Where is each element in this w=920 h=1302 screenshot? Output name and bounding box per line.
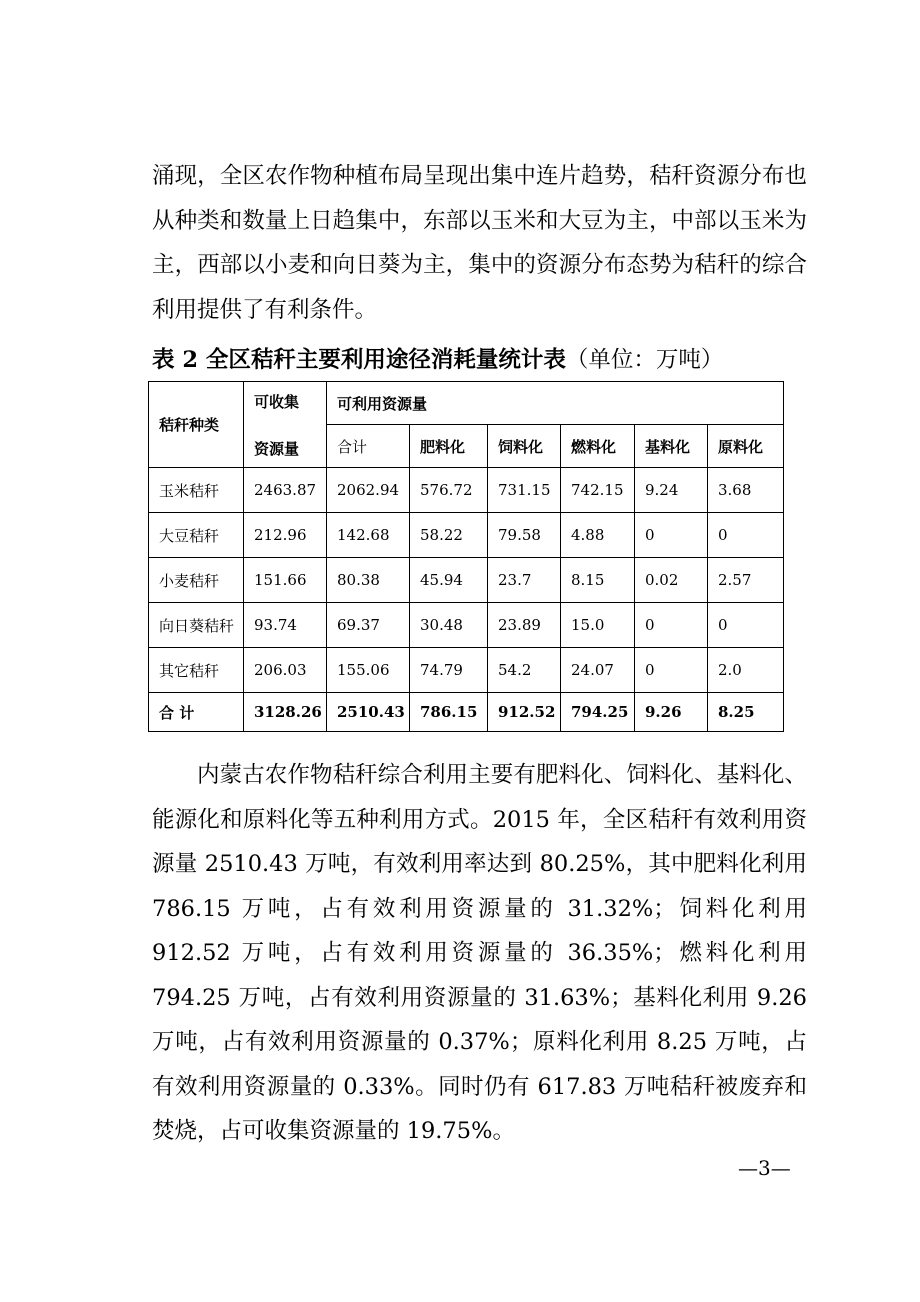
table-cell: 74.79 xyxy=(410,648,488,693)
table-cell: 794.25 xyxy=(561,693,635,732)
table-cell: 0 xyxy=(708,513,784,558)
table-cell: 其它秸秆 xyxy=(149,648,244,693)
table-cell: 23.7 xyxy=(488,558,561,603)
table-cell: 8.15 xyxy=(561,558,635,603)
table-cell: 54.2 xyxy=(488,648,561,693)
page-number: —3— xyxy=(738,1156,791,1180)
table-cell: 142.68 xyxy=(327,513,410,558)
header-collectable-line2: 资源量 xyxy=(254,439,300,458)
table-cell: 3.68 xyxy=(708,468,784,513)
table-total-row xyxy=(149,693,784,732)
table-caption-unit: （单位：万吨） xyxy=(565,347,724,373)
table-caption xyxy=(152,340,832,380)
table-cell: 0 xyxy=(635,513,708,558)
header-sub-substrate: 基料化 xyxy=(635,425,708,468)
table-cell: 2.0 xyxy=(708,648,784,693)
table-cell: 向日葵秸秆 xyxy=(149,603,244,648)
table-cell: 23.89 xyxy=(488,603,561,648)
table-cell: 9.26 xyxy=(635,693,708,732)
table-cell: 45.94 xyxy=(410,558,488,603)
table-cell: 206.03 xyxy=(244,648,327,693)
table-cell: 2463.87 xyxy=(244,468,327,513)
header-sub-feed: 饲料化 xyxy=(488,425,561,468)
paragraph-intro: 涌现，全区农作物种植布局呈现出集中连片趋势，秸秆资源分布也从种类和数量上日趋集中，东部以玉米和大豆为主，中部以玉米为主，西部以小麦和向日葵为主，集中的资源分布态势为秸秆的综合利用提供了有利条件。 xyxy=(152,163,807,323)
table-row xyxy=(149,468,784,513)
header-usable-resource: 可利用资源量 xyxy=(327,382,784,425)
table-cell: 0 xyxy=(708,603,784,648)
table-cell: 0 xyxy=(635,603,708,648)
table-cell: 0.02 xyxy=(635,558,708,603)
table-cell: 3128.26 xyxy=(244,693,327,732)
table-caption-title: 表 2 全区秸秆主要利用途径消耗量统计表 xyxy=(152,347,566,373)
table-cell: 15.0 xyxy=(561,603,635,648)
table-cell: 786.15 xyxy=(410,693,488,732)
table-cell: 731.15 xyxy=(488,468,561,513)
table-cell: 69.37 xyxy=(327,603,410,648)
table-cell: 151.66 xyxy=(244,558,327,603)
header-sub-raw-material: 原料化 xyxy=(708,425,784,468)
table-row xyxy=(149,513,784,558)
table-cell: 0 xyxy=(635,648,708,693)
header-collectable-resource xyxy=(244,382,327,468)
table-cell: 742.15 xyxy=(561,468,635,513)
table-cell: 2510.43 xyxy=(327,693,410,732)
header-sub-fuel: 燃料化 xyxy=(561,425,635,468)
header-sub-total: 合计 xyxy=(327,425,410,468)
table-cell: 9.24 xyxy=(635,468,708,513)
table-cell: 24.07 xyxy=(561,648,635,693)
paragraph-utilization: 内蒙古农作物秸秆综合利用主要有肥料化、饲料化、基料化、能源化和原料化等五种利用方式。2015 年，全区秸秆有效利用资源量 2510.43 万吨，有效利用率达到 80.25%，其中肥料化利用 786.15 万吨，占有效利用资源量的 31.32%；饲料化利用 912.52 万吨，占有效利用资源量的 36.35%；燃料化利用 794.25 万吨，占有效利用资源量的 31.63%；基料化利用 9.26 万吨，占有效利用资源量的 0.37%；原料化利用 8.25 万吨，占有效利用资源量的 0.33%。同时仍有 617.83 万吨秸秆被废弃和焚烧，占可收集资源量的 19.75%。 xyxy=(152,762,807,1144)
table-row xyxy=(149,558,784,603)
table-cell: 2.57 xyxy=(708,558,784,603)
header-sub-fertilizer: 肥料化 xyxy=(410,425,488,468)
table-cell: 2062.94 xyxy=(327,468,410,513)
table-cell: 58.22 xyxy=(410,513,488,558)
table-row xyxy=(149,648,784,693)
table-cell: 玉米秸秆 xyxy=(149,468,244,513)
table-cell: 912.52 xyxy=(488,693,561,732)
table-cell: 80.38 xyxy=(327,558,410,603)
table-row xyxy=(149,603,784,648)
header-straw-type: 秸秆种类 xyxy=(149,382,244,468)
table-cell: 小麦秸秆 xyxy=(149,558,244,603)
table-cell: 155.06 xyxy=(327,648,410,693)
table-cell: 212.96 xyxy=(244,513,327,558)
table-cell: 79.58 xyxy=(488,513,561,558)
table-cell: 4.88 xyxy=(561,513,635,558)
table-cell: 30.48 xyxy=(410,603,488,648)
table-cell: 合 计 xyxy=(149,693,244,732)
table-header-row-1 xyxy=(149,382,784,425)
table-cell: 大豆秸秆 xyxy=(149,513,244,558)
header-collectable-line1: 可收集 xyxy=(254,392,300,411)
table-cell: 8.25 xyxy=(708,693,784,732)
table-cell: 93.74 xyxy=(244,603,327,648)
straw-utilization-table xyxy=(148,381,784,732)
table-cell: 576.72 xyxy=(410,468,488,513)
